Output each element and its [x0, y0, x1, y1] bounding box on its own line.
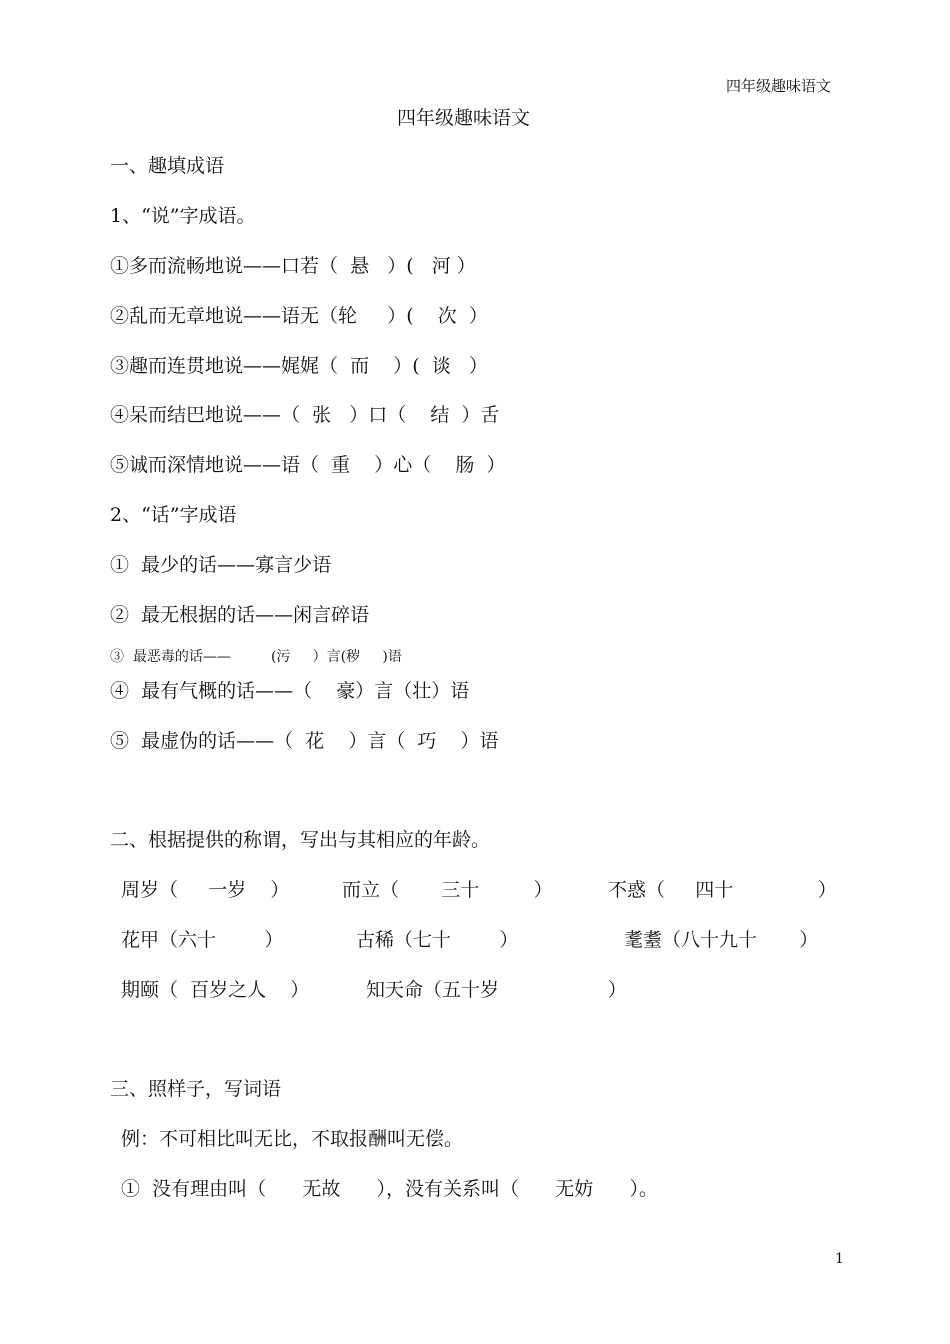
section-heading: 二、根据提供的称谓，写出与其相应的年龄。: [110, 829, 491, 851]
age-cell: 花甲（六十 ）: [121, 929, 284, 951]
list-item: ③趣而连贯地说——娓娓（ 而 ）( 谈 ）: [110, 355, 488, 377]
age-cell: 知天命（五十岁 ）: [366, 979, 627, 1001]
list-item: ① 最少的话——寡言少语: [110, 554, 332, 576]
age-cell: 古稀（七十 ）: [356, 929, 519, 951]
example-line: 例：不可相比叫无比，不取报酬叫无偿。: [121, 1128, 464, 1150]
list-item: ④ 最有气概的话——（ 豪）言（壮）语: [110, 680, 470, 702]
page-number: 1: [835, 1251, 844, 1267]
age-cell: 耄耋（八十九十 ）: [624, 929, 819, 951]
age-cell: 而立（ 三十 ）: [342, 879, 553, 901]
age-cell: 不惑（ 四十 ）: [608, 879, 837, 901]
age-cell: 期颐（ 百岁之人 ）: [121, 979, 310, 1001]
running-header: 四年级趣味语文: [726, 77, 832, 95]
list-item: ④呆而结巴地说——（ 张 ）口（ 结 ）舌: [110, 404, 500, 426]
list-item: ⑤ 最虚伪的话——（ 花 ）言（ 巧 ）语: [110, 730, 499, 752]
subsection-heading: 1、“说”字成语。: [110, 205, 256, 227]
section-heading: 一、趣填成语: [110, 155, 225, 177]
list-item: ①多而流畅地说——口若（ 悬 ）( 河 ）: [110, 255, 476, 277]
page-title: 四年级趣味语文: [397, 107, 531, 129]
list-item: ① 没有理由叫（ 无故 ），没有关系叫（ 无妨 ）。: [121, 1178, 659, 1200]
list-item: ⑤诚而深情地说——语（ 重 ）心（ 肠 ）: [110, 454, 506, 476]
list-item: ②乱而无章地说——语无（轮 ）( 次 ）: [110, 305, 488, 327]
age-cell: 周岁（ 一岁 ）: [121, 879, 290, 901]
list-item: ③ 最恶毒的话—— (污 ）言(秽 )语: [110, 649, 402, 665]
subsection-heading: 2、“话”字成语: [110, 504, 237, 526]
section-heading: 三、照样子，写词语: [110, 1078, 282, 1100]
list-item: ② 最无根据的话——闲言碎语: [110, 604, 370, 626]
